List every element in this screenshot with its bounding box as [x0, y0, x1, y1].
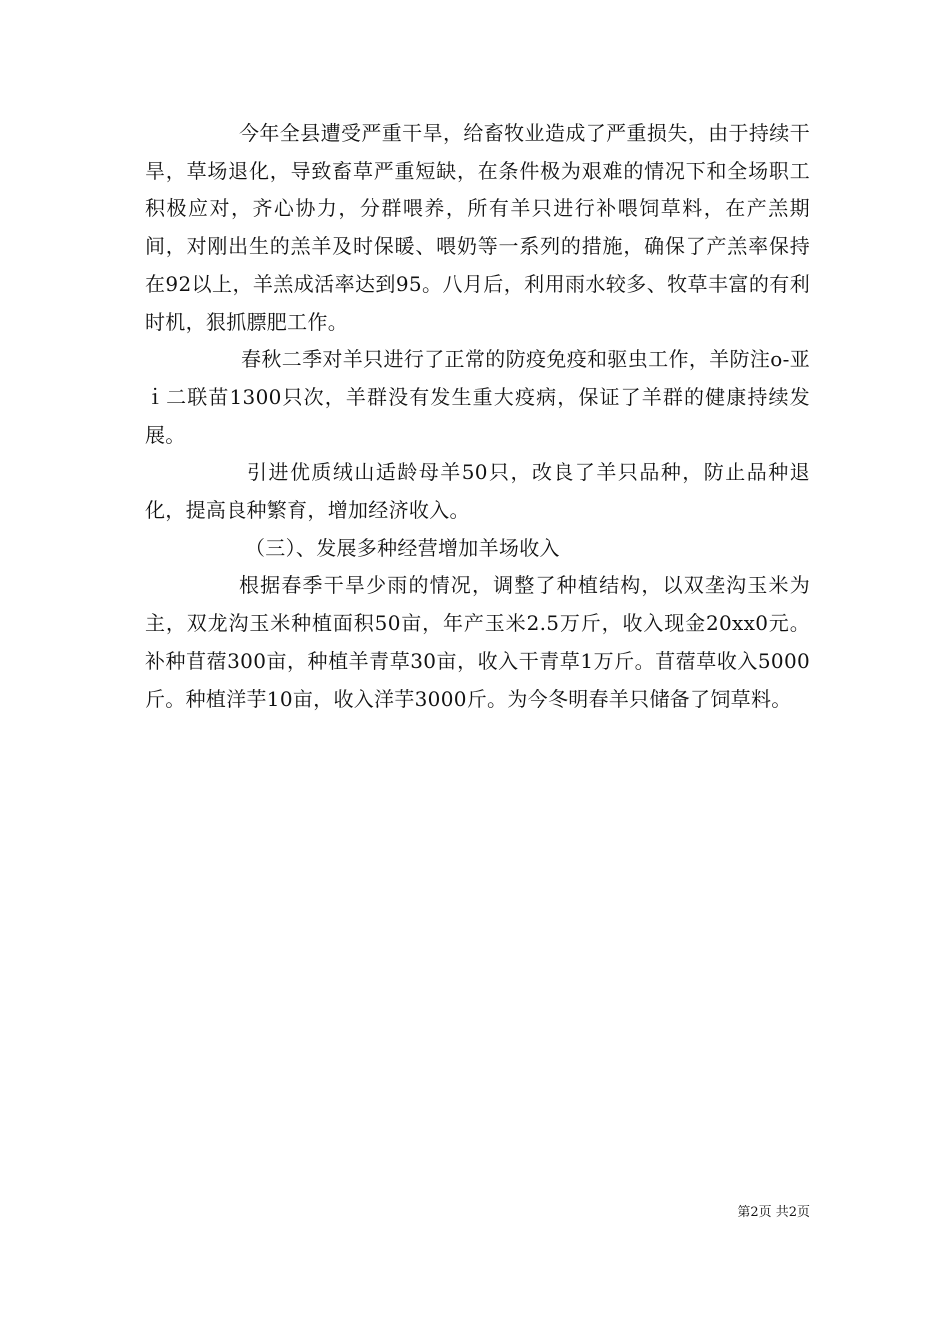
paragraph-epidemic-prevention: 春秋二季对羊只进行了正常的防疫免疫和驱虫工作，羊防注o-亚ｉ二联苗1300只次，羊群没有发生重大疫病，保证了羊群的健康持续发展。 — [145, 347, 810, 447]
paragraph-breed-improvement: 引进优质绒山适龄母羊50只，改良了羊只品种，防止品种退化，提高良种繁育，增加经济收入。 — [145, 460, 810, 523]
section-heading-diversified-operations: （三）、发展多种经营增加羊场收入 — [245, 535, 560, 560]
document-body — [145, 115, 810, 718]
paragraph-drought-response: 今年全县遭受严重干旱，给畜牧业造成了严重损失，由于持续干旱，草场退化，导致畜草严重短缺，在条件极为艰难的情况下和全场职工积极应对，齐心协力，分群喂养，所有羊只进行补喂饲草料，在产羔期间，对刚出生的羔羊及时保暖、喂奶等一系列的措施，确保了产羔率保持在92以上，羊羔成活率达到95。八月后，利用雨水较多、牧草丰富的有利时机，狠抓膘肥工作。 — [145, 121, 810, 334]
paragraph-planting-structure: 根据春季干旱少雨的情况，调整了种植结构，以双垄沟玉米为主，双龙沟玉米种植面积50亩，年产玉米2.5万斤，收入现金20xx0元。补种苜蓿300亩，种植羊青草30亩，收入干青草1万斤。苜蓿草收入5000斤。种植洋芋10亩，收入洋芋3000斤。为今冬明春羊只储备了饲草料。 — [145, 573, 810, 711]
page-number-footer: 第2页 共2页 — [737, 1205, 810, 1220]
